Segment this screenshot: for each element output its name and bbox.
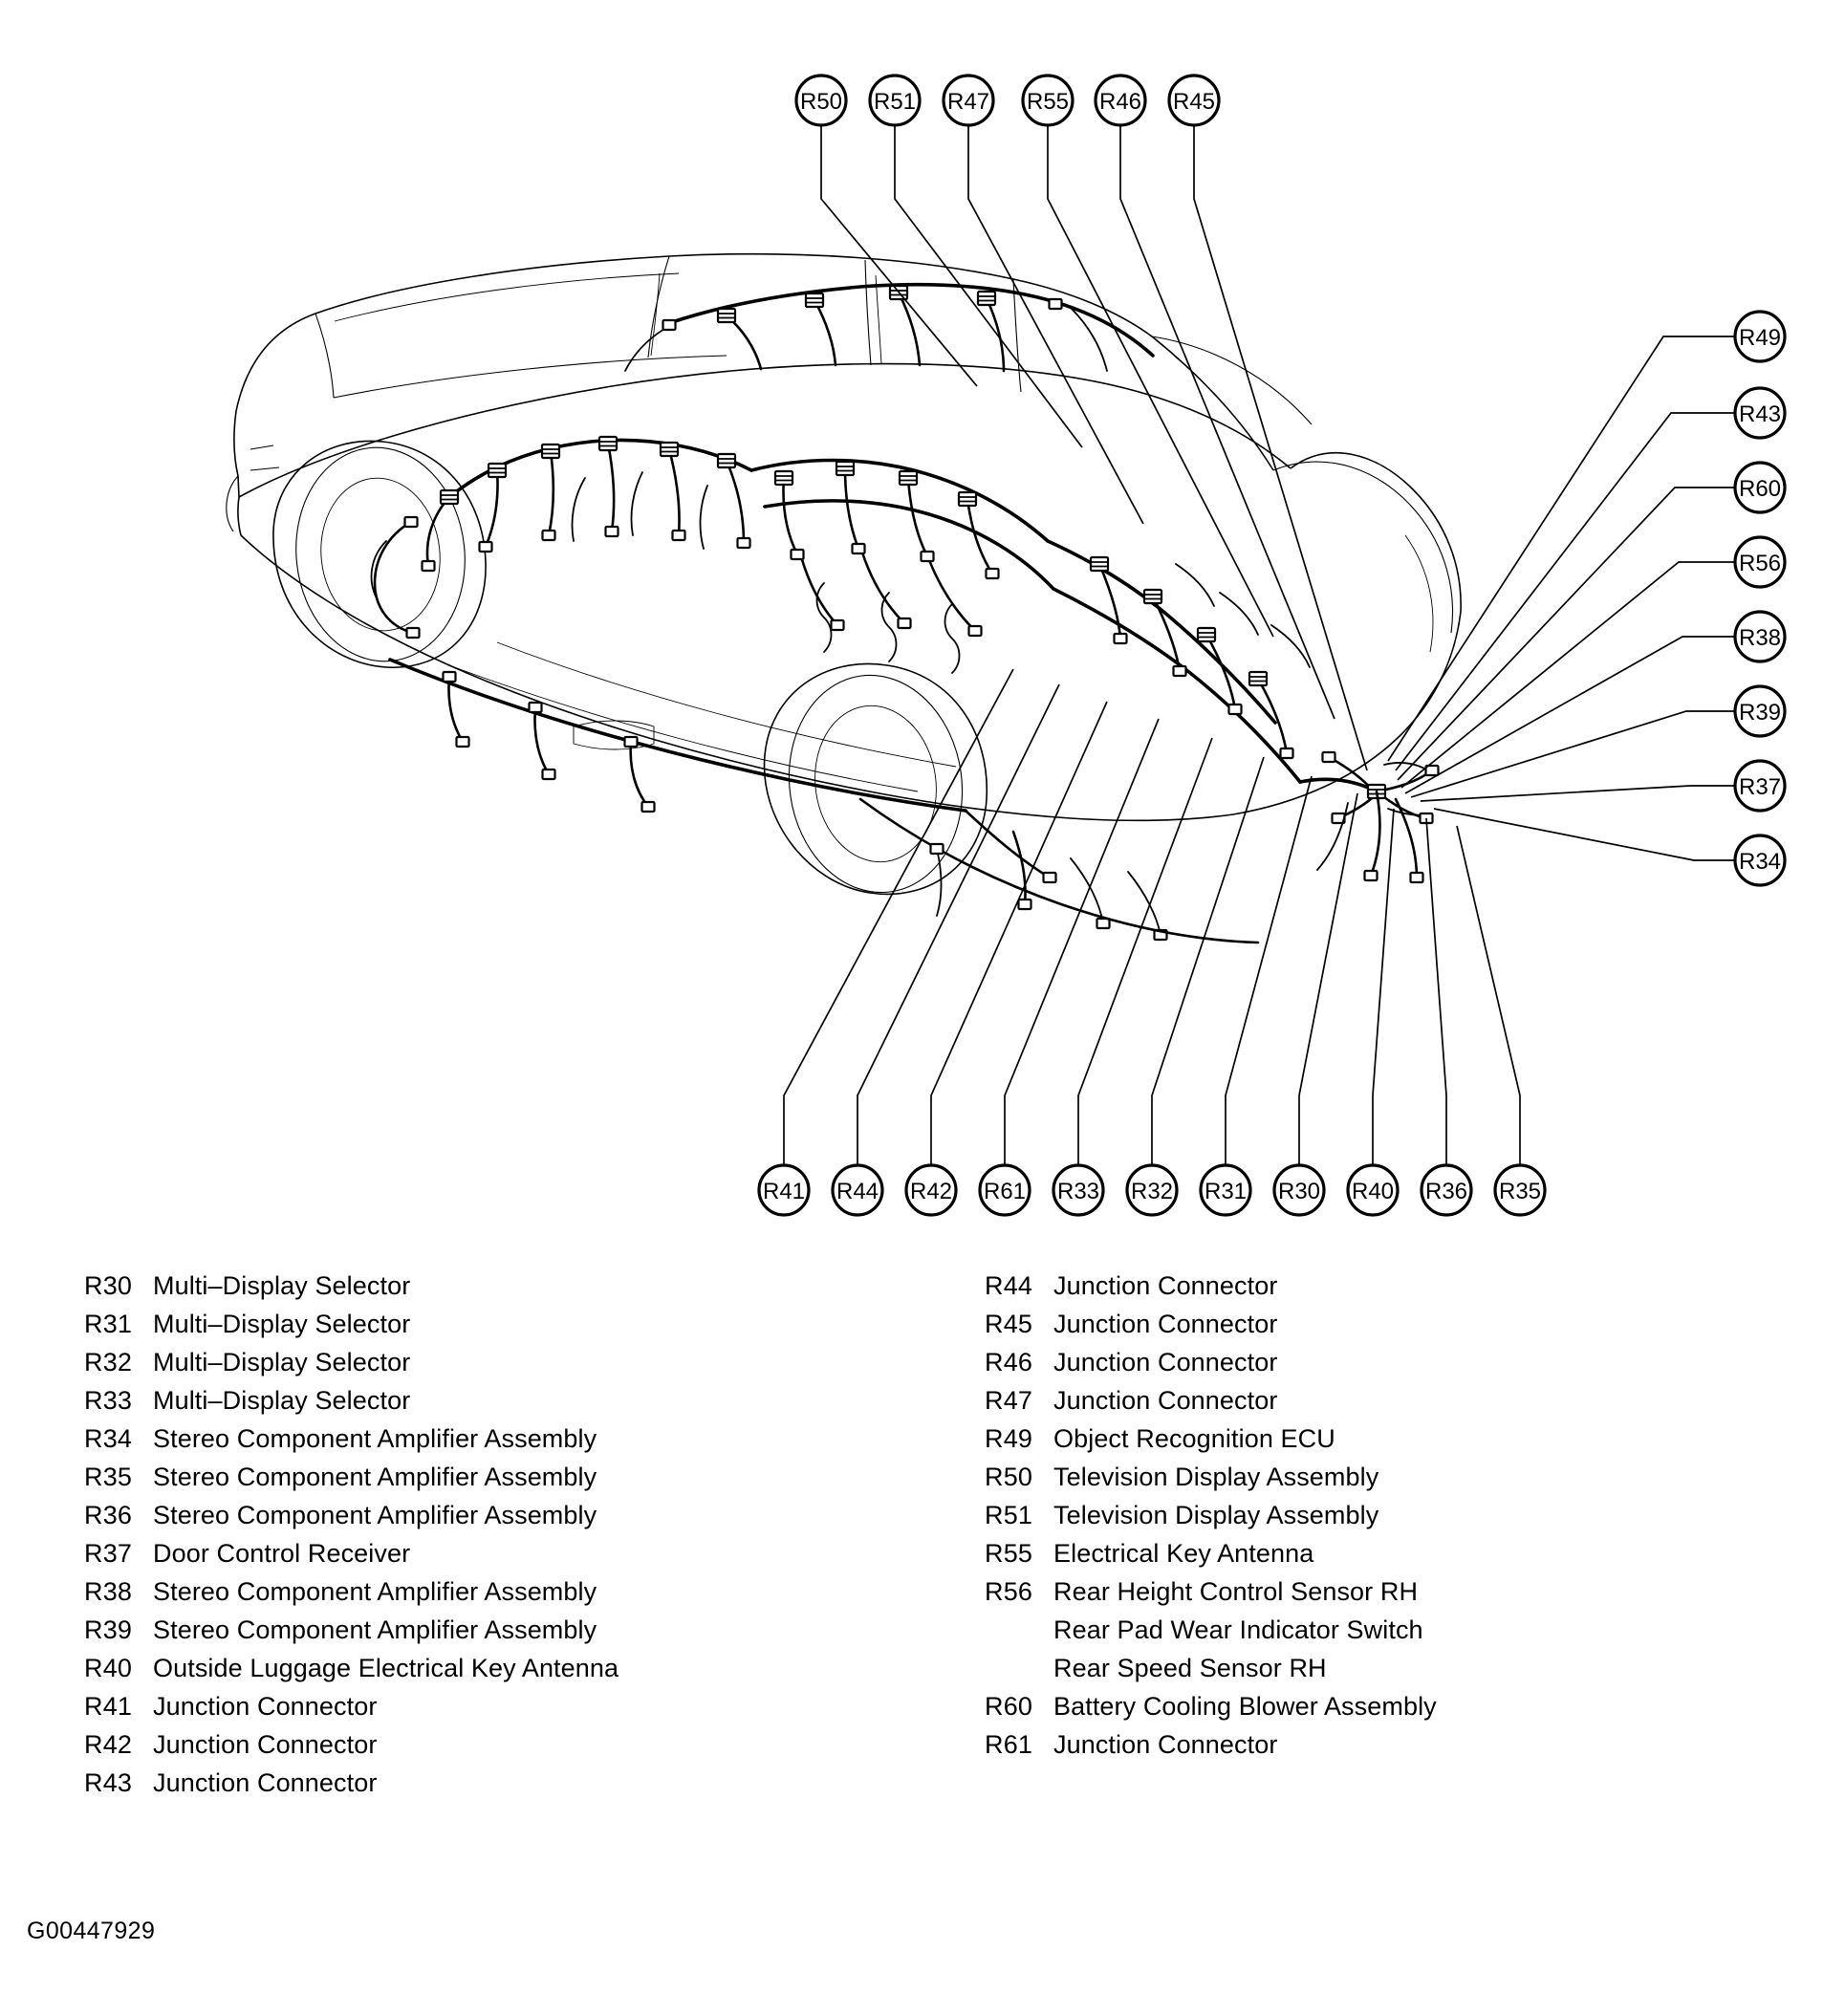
callout-label: R41 bbox=[762, 1179, 806, 1204]
legend-code: R61 bbox=[985, 1730, 1033, 1759]
legend-code: R30 bbox=[84, 1271, 133, 1300]
legend-code: R36 bbox=[84, 1501, 133, 1529]
legend-label: Junction Connector bbox=[153, 1768, 378, 1797]
legend-label: Junction Connector bbox=[1053, 1271, 1278, 1300]
callout-label: R38 bbox=[1738, 625, 1782, 651]
callout-label: R47 bbox=[946, 89, 990, 115]
legend-label: Stereo Component Amplifier Assembly bbox=[153, 1615, 597, 1644]
legend-code: R49 bbox=[985, 1424, 1033, 1453]
callout-bubble-r60[interactable] bbox=[1735, 463, 1785, 512]
legend-row-continuation bbox=[985, 1649, 1778, 1687]
callout-label: R44 bbox=[836, 1179, 879, 1204]
legend-row bbox=[985, 1725, 1778, 1764]
legend-code: R50 bbox=[985, 1463, 1033, 1491]
legend-row bbox=[985, 1458, 1778, 1496]
callout-label: R60 bbox=[1738, 476, 1782, 502]
legend-row bbox=[84, 1534, 868, 1572]
legend-code: R43 bbox=[84, 1768, 133, 1797]
legend-label: Stereo Component Amplifier Assembly bbox=[153, 1501, 597, 1529]
callout-bubble-r34[interactable] bbox=[1735, 835, 1785, 885]
legend-code: R39 bbox=[84, 1615, 133, 1644]
component-legend bbox=[0, 1267, 1845, 1878]
wiring-harness bbox=[372, 285, 1439, 943]
legend-label: Multi–Display Selector bbox=[153, 1348, 411, 1377]
callout-group-right bbox=[1735, 312, 1785, 885]
callout-label: R30 bbox=[1277, 1179, 1321, 1204]
legend-label: Object Recognition ECU bbox=[1053, 1424, 1335, 1453]
callout-label: R35 bbox=[1498, 1179, 1542, 1204]
legend-row bbox=[985, 1496, 1778, 1534]
legend-label: Stereo Component Amplifier Assembly bbox=[153, 1463, 597, 1491]
legend-row bbox=[84, 1687, 868, 1725]
legend-column-left bbox=[84, 1267, 868, 1802]
callout-group-top bbox=[796, 76, 1219, 125]
legend-row bbox=[985, 1534, 1778, 1572]
legend-code: R37 bbox=[84, 1539, 133, 1568]
legend-row bbox=[84, 1305, 868, 1343]
legend-label: Rear Height Control Sensor RH bbox=[1053, 1577, 1419, 1606]
callout-bubble-r41[interactable] bbox=[759, 1165, 809, 1215]
callout-label: R39 bbox=[1738, 700, 1782, 726]
legend-label: Battery Cooling Blower Assembly bbox=[1053, 1692, 1437, 1721]
callout-label: R40 bbox=[1351, 1179, 1395, 1204]
legend-column-right bbox=[985, 1267, 1778, 1764]
legend-code: R33 bbox=[84, 1386, 133, 1415]
callout-label: R45 bbox=[1172, 89, 1216, 115]
legend-label: Junction Connector bbox=[153, 1730, 378, 1759]
leader-lines bbox=[784, 125, 1735, 1165]
legend-row bbox=[985, 1420, 1778, 1458]
legend-row bbox=[84, 1267, 868, 1305]
legend-label: Rear Pad Wear Indicator Switch bbox=[1053, 1615, 1423, 1644]
callout-label: R43 bbox=[1738, 401, 1782, 427]
legend-label: Outside Luggage Electrical Key Antenna bbox=[153, 1654, 619, 1682]
legend-row bbox=[985, 1305, 1778, 1343]
callout-bubble-r50[interactable] bbox=[796, 76, 846, 125]
legend-row bbox=[985, 1381, 1778, 1420]
legend-label: Junction Connector bbox=[1053, 1348, 1278, 1377]
legend-label: Rear Speed Sensor RH bbox=[1053, 1654, 1327, 1682]
legend-label: Stereo Component Amplifier Assembly bbox=[153, 1577, 597, 1606]
legend-row bbox=[985, 1687, 1778, 1725]
callout-bubble-r45[interactable] bbox=[1169, 76, 1219, 125]
legend-code: R51 bbox=[985, 1501, 1033, 1529]
legend-code: R45 bbox=[985, 1310, 1033, 1338]
legend-code: R41 bbox=[84, 1692, 133, 1721]
callout-label: R51 bbox=[873, 89, 917, 115]
legend-row bbox=[985, 1267, 1778, 1305]
callout-bubble-r51[interactable] bbox=[870, 76, 920, 125]
callout-bubble-r31[interactable] bbox=[1201, 1165, 1250, 1215]
legend-label: Multi–Display Selector bbox=[153, 1386, 411, 1415]
legend-label: Stereo Component Amplifier Assembly bbox=[153, 1424, 597, 1453]
callout-label: R32 bbox=[1130, 1179, 1174, 1204]
legend-label: Junction Connector bbox=[1053, 1310, 1278, 1338]
callout-label: R50 bbox=[799, 89, 843, 115]
legend-code: R47 bbox=[985, 1386, 1033, 1415]
callout-bubble-r61[interactable] bbox=[980, 1165, 1030, 1215]
legend-label: Multi–Display Selector bbox=[153, 1310, 411, 1338]
legend-row bbox=[84, 1725, 868, 1764]
callout-bubble-r55[interactable] bbox=[1023, 76, 1073, 125]
callout-label: R46 bbox=[1098, 89, 1142, 115]
legend-code: R56 bbox=[985, 1577, 1033, 1606]
callout-bubble-r46[interactable] bbox=[1096, 76, 1145, 125]
legend-row-continuation bbox=[985, 1611, 1778, 1649]
legend-row bbox=[84, 1420, 868, 1458]
legend-row bbox=[985, 1343, 1778, 1381]
callout-bubble-r40[interactable] bbox=[1348, 1165, 1398, 1215]
callout-label: R36 bbox=[1424, 1179, 1468, 1204]
legend-row bbox=[84, 1649, 868, 1687]
legend-label: Door Control Receiver bbox=[153, 1539, 411, 1568]
callout-bubble-r42[interactable] bbox=[906, 1165, 956, 1215]
callout-label: R34 bbox=[1738, 849, 1782, 875]
callout-bubble-r43[interactable] bbox=[1735, 388, 1785, 438]
legend-label: Junction Connector bbox=[153, 1692, 378, 1721]
legend-code: R60 bbox=[985, 1692, 1033, 1721]
callout-bubble-r35[interactable] bbox=[1495, 1165, 1545, 1215]
callout-bubble-r30[interactable] bbox=[1274, 1165, 1324, 1215]
legend-label: Multi–Display Selector bbox=[153, 1271, 411, 1300]
callout-bubble-r38[interactable] bbox=[1735, 612, 1785, 661]
legend-row bbox=[985, 1572, 1778, 1611]
callout-label: R42 bbox=[909, 1179, 953, 1204]
legend-code: R34 bbox=[84, 1424, 133, 1453]
callout-bubble-r49[interactable] bbox=[1735, 312, 1785, 361]
legend-code: R55 bbox=[985, 1539, 1033, 1568]
legend-label: Television Display Assembly bbox=[1053, 1463, 1379, 1491]
legend-label: Television Display Assembly bbox=[1053, 1501, 1379, 1529]
legend-label: Junction Connector bbox=[1053, 1730, 1278, 1759]
legend-row bbox=[84, 1343, 868, 1381]
callout-label: R49 bbox=[1738, 325, 1782, 351]
callout-label: R55 bbox=[1026, 89, 1070, 115]
figure-id-code: G00447929 bbox=[27, 1918, 156, 1944]
legend-code: R44 bbox=[985, 1271, 1033, 1300]
legend-code: R42 bbox=[84, 1730, 133, 1759]
callout-bubble-r56[interactable] bbox=[1735, 537, 1785, 587]
legend-label: Electrical Key Antenna bbox=[1053, 1539, 1314, 1568]
car-body-outline bbox=[227, 254, 1461, 904]
legend-code: R38 bbox=[84, 1577, 133, 1606]
callout-label: R31 bbox=[1204, 1179, 1248, 1204]
legend-row bbox=[84, 1458, 868, 1496]
legend-row bbox=[84, 1611, 868, 1649]
callout-label: R61 bbox=[983, 1179, 1027, 1204]
callout-label: R56 bbox=[1738, 551, 1782, 576]
legend-label: Junction Connector bbox=[1053, 1386, 1278, 1415]
callout-bubble-r36[interactable] bbox=[1422, 1165, 1471, 1215]
legend-code: R35 bbox=[84, 1463, 133, 1491]
callout-bubble-r33[interactable] bbox=[1053, 1165, 1103, 1215]
callout-group-bottom bbox=[759, 1165, 1545, 1215]
callout-bubble-r32[interactable] bbox=[1127, 1165, 1177, 1215]
legend-code: R31 bbox=[84, 1310, 133, 1338]
callout-bubble-r47[interactable] bbox=[944, 76, 993, 125]
legend-row bbox=[84, 1496, 868, 1534]
callout-bubble-r37[interactable] bbox=[1735, 761, 1785, 811]
legend-row bbox=[84, 1764, 868, 1802]
legend-code: R40 bbox=[84, 1654, 133, 1682]
callout-label: R37 bbox=[1738, 774, 1782, 800]
legend-row bbox=[84, 1572, 868, 1611]
callout-label: R33 bbox=[1056, 1179, 1100, 1204]
callout-bubble-r39[interactable] bbox=[1735, 686, 1785, 736]
legend-row bbox=[84, 1381, 868, 1420]
legend-code: R46 bbox=[985, 1348, 1033, 1377]
callout-bubble-r44[interactable] bbox=[833, 1165, 882, 1215]
legend-code: R32 bbox=[84, 1348, 133, 1377]
